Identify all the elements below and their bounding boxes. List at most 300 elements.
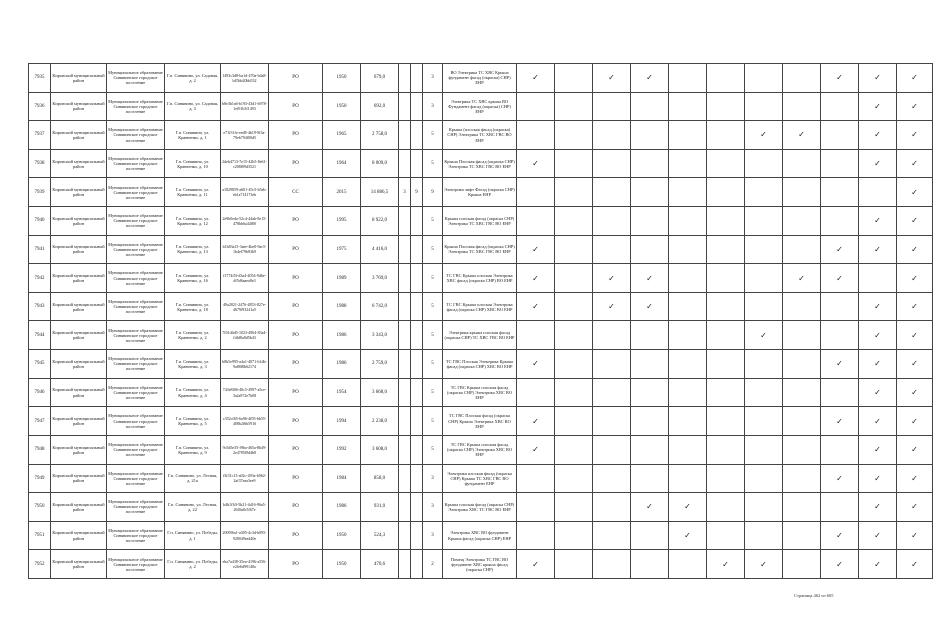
check-cell [745,149,783,178]
count-cell: 3 [423,64,443,93]
check-cell [517,149,555,178]
district-cell: Кировский муниципальный район [51,292,107,321]
checkmark-icon: ✓ [911,73,918,83]
checkmark-icon: ✓ [874,559,881,569]
check-cell [555,235,593,264]
type-cell: РО [269,435,323,464]
check-cell [517,292,555,321]
checkmark-icon: ✓ [911,473,918,483]
table-row [29,464,933,493]
address-cell: Г.п. Синявино, ул. Кравченко, д. 18 [165,292,221,321]
area-cell: 2 759,0 [361,350,399,379]
checkmark-icon: ✓ [760,330,767,340]
type-cell: РО [269,321,323,350]
check-cell [745,64,783,93]
check-cell [783,464,821,493]
checkmark-icon: ✓ [911,187,918,197]
check-cell [821,207,859,236]
count-cell: 5 [423,407,443,436]
type-cell: РО [269,378,323,407]
buildings-table [28,63,933,579]
check-cell [707,264,745,293]
check-cell [897,64,933,93]
check-cell [859,521,897,550]
checkmark-icon: ✓ [722,559,729,569]
floors-cell [399,378,411,407]
check-cell [555,264,593,293]
floors-cell: 3 [399,178,411,207]
check-cell [593,178,631,207]
count-cell: 5 [423,235,443,264]
check-cell [783,292,821,321]
check-cell [859,435,897,464]
checkmark-icon: ✓ [646,273,653,283]
area-cell: 2 238,0 [361,407,399,436]
check-cell [593,378,631,407]
floors-cell [399,493,411,522]
check-cell [517,435,555,464]
address-cell: Г.п. Синявино, ул. Кравченко, д. 11 [165,178,221,207]
check-cell [821,321,859,350]
checkmark-icon: ✓ [608,73,615,83]
count-cell: 3 [423,521,443,550]
settlement-cell: Муниципальное образование Синявинское городское поселение [107,550,165,579]
check-cell [707,378,745,407]
check-cell [631,435,669,464]
count-cell: 5 [423,435,443,464]
works-cell: Электрика плоская фасад (окраска СНР) Крыша ТС ХВС ГВС ВО фундамент ЕНР [443,464,517,493]
district-cell: Кировский муниципальный район [51,378,107,407]
address-cell: Г.п. Синявино, ул. Кравченко, д. 1 [165,121,221,150]
check-cell [707,64,745,93]
check-cell [631,550,669,579]
check-cell [593,207,631,236]
district-cell: Кировский муниципальный район [51,321,107,350]
checkmark-icon: ✓ [874,416,881,426]
address-cell: Г.п. Синявино, ул. Кравченко, д. 13 [165,235,221,264]
code-cell: 2deb4713-7e15-42b5-8e61-c208f09d3521 [221,149,269,178]
checkmark-icon: ✓ [911,416,918,426]
checkmark-icon: ✓ [911,502,918,512]
floors-cell [399,264,411,293]
code-cell: f3f31c13-a02c-493a-b962-2af37eaa3ee9 [221,464,269,493]
check-cell [859,121,897,150]
table-row [29,235,933,264]
row-number: 7938 [29,149,51,178]
check-cell [707,464,745,493]
floors-cell [399,321,411,350]
settlement-cell: Муниципальное образование Синявинское городское поселение [107,321,165,350]
checkmark-icon: ✓ [836,273,843,283]
row-number: 7952 [29,550,51,579]
year-cell: 1986 [323,493,361,522]
works-cell: ТС ГВС Крыша плоская Электрика ХВС фасад (окраска СНР) ВО ЕНР [443,264,517,293]
check-cell [555,149,593,178]
year-cell: 1965 [323,121,361,150]
entrances-cell [411,521,423,550]
code-cell: 1493c3d8-ba1d-470a-b4a8-b45bb20bb532 [221,64,269,93]
address-cell: Г.п. Синявино, ул. Победы, д. 1 [165,521,221,550]
count-cell: 5 [423,264,443,293]
floors-cell [399,121,411,150]
check-cell [821,550,859,579]
check-cell [631,235,669,264]
code-cell: b8e3b1a6-b193-43d1-b978-1ef91b3f1493 [221,92,269,121]
table-row [29,292,933,321]
table-row [29,264,933,293]
floors-cell [399,435,411,464]
checkmark-icon: ✓ [532,416,539,426]
check-cell [593,235,631,264]
year-cell: 2015 [323,178,361,207]
page-footer: Страница 462 из 605 [794,593,834,598]
checkmark-icon: ✓ [684,531,691,540]
check-cell [669,321,707,350]
check-cell [555,464,593,493]
check-cell [593,407,631,436]
check-cell [859,264,897,293]
check-cell [897,378,933,407]
code-cell: 49a2821-2476-4853-827e-4679f93241a5 [221,292,269,321]
year-cell: 1950 [323,92,361,121]
settlement-cell: Муниципальное образование Синявинское городское поселение [107,435,165,464]
table-row [29,493,933,522]
district-cell: Кировский муниципальный район [51,64,107,93]
check-cell [631,149,669,178]
entrances-cell [411,207,423,236]
check-cell [897,521,933,550]
works-cell: Электрика крыша плоская фасад (окраска СНР) ТС ХВС ГВС ВО ЕНР [443,321,517,350]
area-cell: 8 922,0 [361,207,399,236]
check-cell [555,292,593,321]
checkmark-icon: ✓ [532,273,539,283]
checkmark-icon: ✓ [911,445,918,455]
row-number: 7950 [29,493,51,522]
code-cell: 7f01d4d5-1023-4964-83a4-fdfd8a8d5b43 [221,321,269,350]
check-cell [517,350,555,379]
count-cell: 5 [423,321,443,350]
works-cell: Крыша плоская фасад (окраска СНР) Электрика ТС ХВС ГВС ВО ЕНР [443,207,517,236]
check-cell [555,178,593,207]
checkmark-icon: ✓ [911,359,918,369]
checkmark-icon: ✓ [874,130,881,140]
check-cell [859,350,897,379]
check-cell [669,121,707,150]
check-cell [555,121,593,150]
count-cell: 3 [423,493,443,522]
check-cell [859,149,897,178]
settlement-cell: Муниципальное образование Синявинское городское поселение [107,149,165,178]
row-number: 7942 [29,264,51,293]
check-cell [517,493,555,522]
year-cell: 1964 [323,149,361,178]
table-body [29,64,933,579]
table-row [29,64,933,93]
year-cell: 1950 [323,521,361,550]
check-cell [669,407,707,436]
check-cell [669,235,707,264]
check-cell [517,464,555,493]
row-number: 7951 [29,521,51,550]
table-row [29,378,933,407]
district-cell: Кировский муниципальный район [51,121,107,150]
district-cell: Кировский муниципальный район [51,493,107,522]
code-cell: eba7a438-35ea-4196-a556-e2fe6d99148a [221,550,269,579]
checkmark-icon: ✓ [646,502,653,512]
code-cell: e71f31fe-eed8-4b19-9f3a-79eb794f00d5 [221,121,269,150]
check-cell [631,321,669,350]
works-cell: ВО Электрика ТС ХВС Крыша фундамент фасад (окраска) СНР) ЕНР [443,64,517,93]
check-cell [745,407,783,436]
check-cell [859,292,897,321]
check-cell [517,235,555,264]
check-cell [669,378,707,407]
address-cell: Г.п. Синявино, ул. Кравченко, д. 4 [165,378,221,407]
table-row [29,435,933,464]
works-cell: ТС ГВС Плоская Электрика Крыша фасад (окраска СНР) ХВС ВО ЕНР [443,350,517,379]
type-cell: РО [269,121,323,150]
floors-cell [399,292,411,321]
check-cell [707,407,745,436]
check-cell [897,550,933,579]
settlement-cell: Муниципальное образование Синявинское городское поселение [107,493,165,522]
register-sheet [28,63,918,579]
works-cell: ТС ГВС Крыша плоская Электрика фасад (окраска СНР) ХВС ВО ЕНР [443,292,517,321]
check-cell [745,292,783,321]
check-cell [745,378,783,407]
check-cell [631,464,669,493]
district-cell: Кировский муниципальный район [51,178,107,207]
entrances-cell [411,292,423,321]
check-cell [517,407,555,436]
area-cell: 6 742,0 [361,292,399,321]
year-cell: 1988 [323,292,361,321]
check-cell [517,321,555,350]
check-cell [745,92,783,121]
check-cell [707,521,745,550]
check-cell [897,407,933,436]
checkmark-icon: ✓ [798,130,805,140]
address-cell: Г.п. Синявино, ул. Лесная, д. 22 [165,493,221,522]
entrances-cell [411,493,423,522]
check-cell [707,149,745,178]
check-cell [783,493,821,522]
works-cell: Электрика ХВС ВО фундамент Крыша фасад (окраска СНР) ЕНР [443,521,517,550]
check-cell [593,121,631,150]
settlement-cell: Муниципальное образование Синявинское городское поселение [107,64,165,93]
year-cell: 1995 [323,207,361,236]
check-cell [669,464,707,493]
check-cell [783,321,821,350]
table-row [29,350,933,379]
code-cell: a1829859-a601-45c5-b5eb-eb1a714173eb [221,178,269,207]
area-cell: 8 009,0 [361,149,399,178]
check-cell [631,178,669,207]
check-cell [669,521,707,550]
check-cell [821,235,859,264]
code-cell: 743e8f06-40c5-4997-a5ce-3a2a972e7b08 [221,378,269,407]
check-cell [745,235,783,264]
check-cell [631,350,669,379]
checkmark-icon: ✓ [911,302,918,312]
check-cell [669,64,707,93]
check-cell [631,264,669,293]
check-cell [669,178,707,207]
check-cell [783,378,821,407]
checkmark-icon: ✓ [836,531,843,540]
check-cell [631,121,669,150]
check-cell [783,92,821,121]
settlement-cell: Муниципальное образование Синявинское городское поселение [107,521,165,550]
check-cell [631,521,669,550]
check-cell [821,521,859,550]
checkmark-icon: ✓ [874,445,881,455]
type-cell: РО [269,235,323,264]
check-cell [745,464,783,493]
entrances-cell [411,550,423,579]
checkmark-icon: ✓ [911,273,918,283]
checkmark-icon: ✓ [532,445,539,455]
check-cell [897,235,933,264]
year-cell: 1986 [323,321,361,350]
entrances-cell [411,235,423,264]
row-number: 7944 [29,321,51,350]
works-cell: Крыша плоская фасад (окраска СНР) Электрика ХВС ТС ГВС ВО ЕНР [443,493,517,522]
check-cell [555,378,593,407]
check-cell [783,550,821,579]
check-cell [707,121,745,150]
table-row [29,121,933,150]
checkmark-icon: ✓ [608,302,615,312]
count-cell: 3 [423,92,443,121]
checkmark-icon: ✓ [874,359,881,369]
entrances-cell [411,321,423,350]
check-cell [821,149,859,178]
address-cell: Г.п. Синявино, ул. Кравченко, д. 2 [165,321,221,350]
check-cell [555,92,593,121]
works-cell: ТС ГВС Крыша плоская фасад (окраска СНР) Электрика ХВС ВО ЕНР [443,378,517,407]
checkmark-icon: ✓ [532,359,539,369]
table-row [29,521,933,550]
floors-cell [399,464,411,493]
floors-cell [399,149,411,178]
check-cell [821,407,859,436]
settlement-cell: Муниципальное образование Синявинское городское поселение [107,92,165,121]
area-cell: 524,3 [361,521,399,550]
checkmark-icon: ✓ [836,73,843,83]
district-cell: Кировский муниципальный район [51,435,107,464]
check-cell [669,350,707,379]
type-cell: РО [269,207,323,236]
checkmark-icon: ✓ [532,559,539,569]
check-cell [745,207,783,236]
works-cell: Крыша (плоская фасад (окраска) СНР) Электрика ТС ХВС ГВС ВО ЕНР [443,121,517,150]
check-cell [745,264,783,293]
checkmark-icon: ✓ [874,531,881,540]
district-cell: Кировский муниципальный район [51,521,107,550]
year-cell: 1986 [323,350,361,379]
check-cell [669,149,707,178]
check-cell [555,493,593,522]
checkmark-icon: ✓ [874,101,881,111]
checkmark-icon: ✓ [911,330,918,340]
check-cell [859,407,897,436]
check-cell [783,178,821,207]
address-cell: Г.п. Синявино, ул. Садовая, д. 3 [165,92,221,121]
works-cell: Помещ Электрика ТС ГВС ВО фундамент ХВС крыша фасад (окраска СНР) [443,550,517,579]
check-cell [745,550,783,579]
settlement-cell: Муниципальное образование Синявинское городское поселение [107,407,165,436]
check-cell [631,64,669,93]
address-cell: Г.п. Синявино, ул. Кравченко, д. 16 [165,264,221,293]
check-cell [783,264,821,293]
settlement-cell: Муниципальное образование Синявинское городское поселение [107,350,165,379]
check-cell [593,292,631,321]
district-cell: Кировский муниципальный район [51,92,107,121]
entrances-cell [411,378,423,407]
check-cell [783,435,821,464]
checkmark-icon: ✓ [911,559,918,569]
works-cell: Электрика ТС ХВС крыша ВО Фундамент фасад (окраска) СНР) ЕНР [443,92,517,121]
code-cell: b8b5e995-a4a1-4071-b1db-9a88f8b62174 [221,350,269,379]
check-cell [897,435,933,464]
type-cell: РО [269,407,323,436]
check-cell [555,550,593,579]
check-cell [593,92,631,121]
check-cell [669,207,707,236]
check-cell [593,550,631,579]
address-cell: Г.п. Синявино, ул. Кравченко, д. 5 [165,407,221,436]
works-cell: Крыша Плоская фасад (окраска СНР) Электрика ТС ХВС ГВС ВО ЕНР [443,149,517,178]
district-cell: Кировский муниципальный район [51,464,107,493]
check-cell [821,64,859,93]
checkmark-icon: ✓ [646,302,653,312]
checkmark-icon: ✓ [911,387,918,397]
check-cell [517,92,555,121]
check-cell [593,321,631,350]
checkmark-icon: ✓ [760,559,767,569]
check-cell [897,493,933,522]
check-cell [593,464,631,493]
entrances-cell [411,121,423,150]
district-cell: Кировский муниципальный район [51,264,107,293]
type-cell: РО [269,149,323,178]
row-number: 7936 [29,92,51,121]
checkmark-icon: ✓ [608,273,615,283]
check-cell [555,321,593,350]
code-cell: b4b1f3ff-5b21-4d16-96a5-26f0a8c5f67e [221,493,269,522]
check-cell [555,350,593,379]
area-cell: 858,0 [361,464,399,493]
check-cell [745,178,783,207]
check-cell [669,92,707,121]
checkmark-icon: ✓ [684,502,691,512]
year-cell: 1954 [323,378,361,407]
district-cell: Кировский муниципальный район [51,350,107,379]
address-cell: Г.п. Синявино, ул. Кравченко, д. 12 [165,207,221,236]
check-cell [631,292,669,321]
checkmark-icon: ✓ [911,244,918,254]
entrances-cell [411,149,423,178]
checkmark-icon: ✓ [911,101,918,111]
area-cell: 4 416,0 [361,235,399,264]
district-cell: Кировский муниципальный район [51,149,107,178]
settlement-cell: Муниципальное образование Синявинское городское поселение [107,235,165,264]
count-cell: 5 [423,378,443,407]
table-row [29,321,933,350]
table-row [29,550,933,579]
check-cell [821,264,859,293]
